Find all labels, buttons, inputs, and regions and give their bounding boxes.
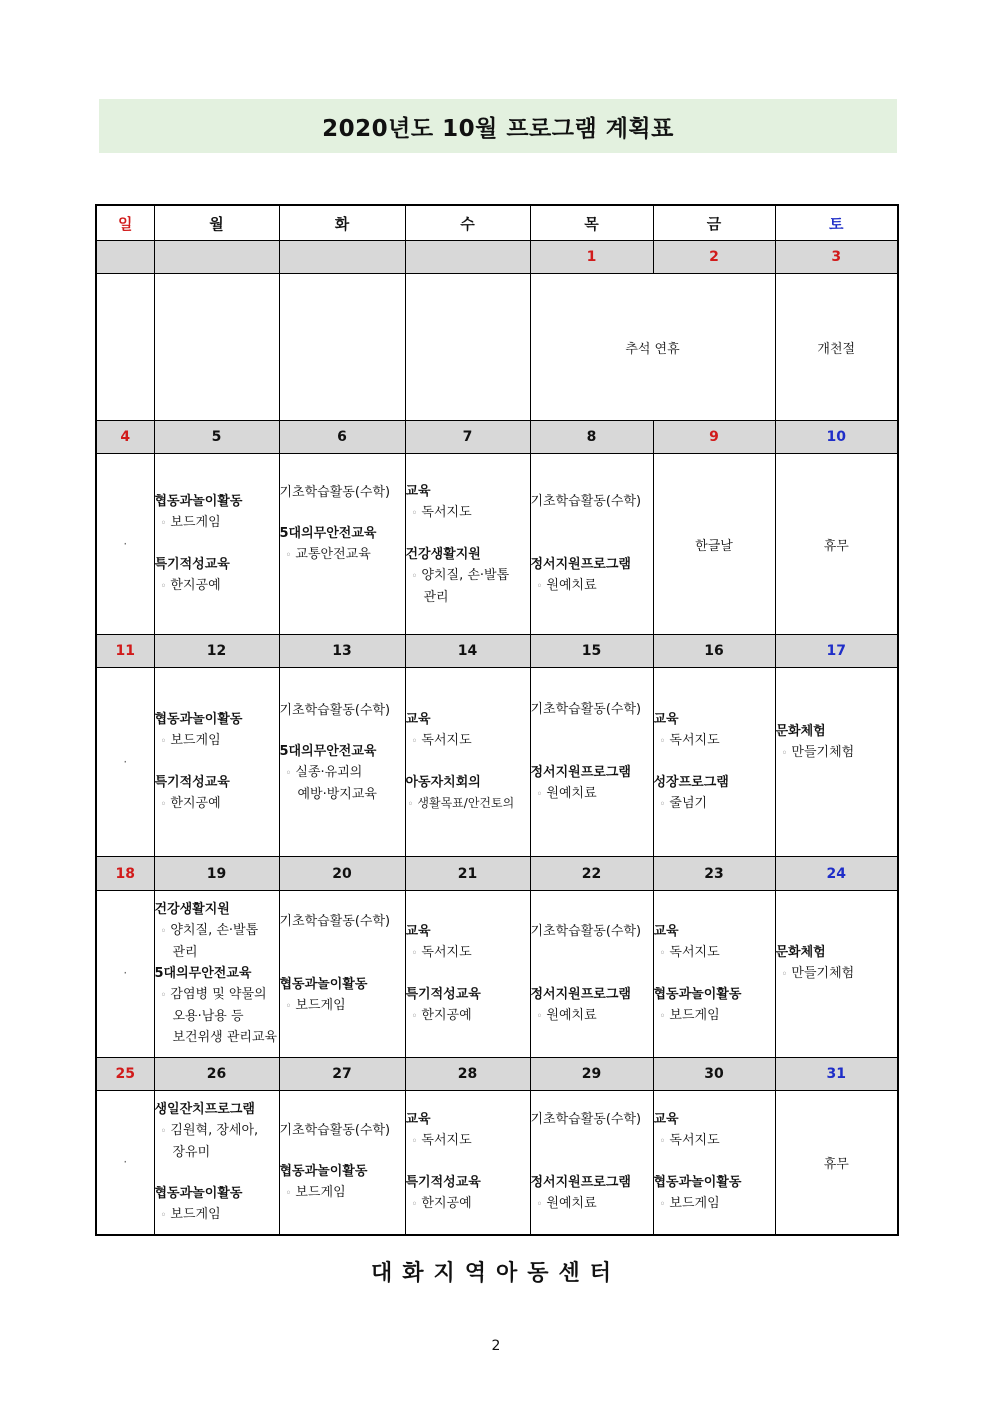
date-cell: 12 [154,635,279,668]
program-plain: 기초학습활동(수학) [279,702,391,718]
program-category: 교육 [653,923,679,939]
weekday-header-row [96,205,898,241]
program-category: 협동과놀이활동 [279,976,368,992]
event-cell-sun [96,454,154,635]
program-category: 협동과놀이활동 [279,1164,368,1180]
event-row-week5 [96,1090,898,1235]
page-title-text: 2020년도 10월 프로그램 계획표 [322,115,674,142]
event-row-week1 [96,274,898,421]
program-item: ◦ 감염병 및 약물의 오용·남용 등 보건위생 관리교육 [160,987,278,1046]
date-row-week1 [96,241,898,274]
event-cell-mon [154,1090,279,1235]
event-cell-fri [653,890,775,1057]
program-item: ◦ 독서지도 [659,944,720,960]
date-cell: 14 [405,635,530,668]
event-cell-sun [96,890,154,1057]
event-cell-tue [279,454,405,635]
date-cell: 6 [279,421,405,454]
holiday-label: 추석 연휴 [625,341,680,357]
date-cell: 24 [775,857,898,890]
program-category: 협동과놀이활동 [154,1185,243,1201]
program-item: ◦ 한지공예 [160,578,221,594]
event-cell-thu [530,1090,653,1235]
program-category: 교육 [405,1112,431,1128]
program-item: ◦ 생활목표/안건토의 [407,796,515,811]
calendar-table [95,204,899,1236]
page-number: 2 [491,1338,501,1354]
event-cell-mon [154,274,279,421]
weekday-mon: 월 [154,205,279,241]
date-cell: 3 [775,241,898,274]
program-category: 성장프로그램 [653,775,729,791]
event-cell-tue [279,274,405,421]
program-item: ◦ 한지공예 [411,1007,472,1023]
program-category: 문화체험 [775,723,826,739]
program-plain: 기초학습활동(수학) [530,702,642,718]
event-cell-sat [775,668,898,857]
date-row-week4 [96,857,898,890]
program-item: ◦ 보드게임 [160,515,221,531]
event-cell-thu [530,454,653,635]
event-cell-wed [405,668,530,857]
date-cell: 27 [279,1057,405,1090]
event-cell-sat [775,1090,898,1235]
event-cell-fri [653,454,775,635]
weekday-sun: 일 [96,205,154,241]
event-cell-thu [530,668,653,857]
program-category: 생일잔치프로그램 [154,1101,255,1117]
program-category: 정서지원프로그램 [530,765,631,781]
weekday-tue: 화 [279,205,405,241]
program-item: ◦ 독서지도 [411,504,472,520]
event-row-week3 [96,668,898,857]
program-item: ◦ 보드게임 [659,1196,720,1212]
program-item: ◦ 양치질, 손·발톱 관리 [160,923,259,961]
program-category: 5대의무안전교육 [279,526,377,542]
date-cell: 11 [96,635,154,668]
program-category: 특기적성교육 [405,1175,481,1191]
event-cell-tue [279,1090,405,1235]
program-category: 정서지원프로그램 [530,557,631,573]
program-category: 5대의무안전교육 [279,743,377,759]
program-category: 교육 [653,1112,679,1128]
program-item: ◦ 교통안전교육 [285,547,371,563]
date-cell: 9 [653,421,775,454]
date-cell: 15 [530,635,653,668]
page-title [99,99,897,153]
program-plain: 기초학습활동(수학) [530,923,642,939]
empty-marker: · [123,754,128,769]
program-category: 정서지원프로그램 [530,986,631,1002]
program-item: ◦ 보드게임 [285,997,346,1013]
event-cell-sun [96,668,154,857]
event-cell-fri [653,668,775,857]
date-cell: 29 [530,1057,653,1090]
program-plain: 기초학습활동(수학) [530,1112,642,1128]
event-cell-tue [279,890,405,1057]
date-row-week5 [96,1057,898,1090]
date-cell: 1 [530,241,653,274]
event-cell-sun [96,1090,154,1235]
weekday-sat: 토 [775,205,898,241]
date-row-week3 [96,635,898,668]
date-cell: 17 [775,635,898,668]
event-cell-mon [154,890,279,1057]
program-item: ◦ 원예치료 [536,786,597,802]
program-item: ◦ 한지공예 [411,1196,472,1212]
date-cell: 28 [405,1057,530,1090]
event-cell-sat [775,454,898,635]
date-cell: 2 [653,241,775,274]
closed-label: 휴무 [823,1156,849,1172]
program-item: ◦ 원예치료 [536,1196,597,1212]
program-category: 교육 [405,483,431,499]
program-item: ◦ 보드게임 [285,1185,346,1201]
date-cell: 16 [653,635,775,668]
event-cell-mon [154,454,279,635]
holiday-label: 개천절 [817,341,856,357]
date-cell: 10 [775,421,898,454]
program-item: ◦ 보드게임 [160,733,221,749]
program-plain: 기초학습활동(수학) [279,485,391,501]
date-cell [279,241,405,274]
program-category: 협동과놀이활동 [653,986,742,1002]
event-row-week4 [96,890,898,1057]
weekday-wed: 수 [405,205,530,241]
weekday-thu: 목 [530,205,653,241]
date-cell: 8 [530,421,653,454]
date-cell [154,241,279,274]
program-item: ◦ 독서지도 [659,733,720,749]
program-category: 교육 [405,923,431,939]
program-category: 건강생활지원 [154,902,230,918]
center-name: 대화지역아동센터 [370,1261,622,1286]
event-cell-sat [775,274,898,421]
empty-marker: · [123,536,128,551]
program-category: 교육 [653,712,679,728]
date-cell: 13 [279,635,405,668]
empty-marker: · [123,1154,128,1169]
program-category: 협동과놀이활동 [154,712,243,728]
program-category: 특기적성교육 [154,557,230,573]
date-cell: 21 [405,857,530,890]
date-cell: 18 [96,857,154,890]
holiday-label: 한글날 [695,538,733,554]
program-category: 5대의무안전교육 [154,966,252,982]
program-item: ◦ 독서지도 [659,1133,720,1149]
event-cell-mon [154,668,279,857]
date-cell: 7 [405,421,530,454]
program-item: ◦ 한지공예 [160,796,221,812]
date-cell [96,241,154,274]
date-cell: 30 [653,1057,775,1090]
program-item: ◦ 독서지도 [411,1133,472,1149]
date-cell: 23 [653,857,775,890]
program-item: ◦ 만들기체험 [781,744,855,760]
program-item: ◦ 원예치료 [536,578,597,594]
program-plain: 기초학습활동(수학) [279,1123,391,1139]
date-row-week2 [96,421,898,454]
program-category: 협동과놀이활동 [653,1175,742,1191]
program-item: ◦ 독서지도 [411,944,472,960]
program-item: ◦ 줄넘기 [659,796,708,812]
program-item: ◦ 보드게임 [659,1007,720,1023]
event-cell-sat [775,890,898,1057]
date-cell: 25 [96,1057,154,1090]
weekday-fri: 금 [653,205,775,241]
date-cell: 4 [96,421,154,454]
closed-label: 휴무 [823,538,849,554]
date-cell: 5 [154,421,279,454]
program-item: ◦ 원예치료 [536,1007,597,1023]
event-cell-tue [279,668,405,857]
date-cell: 31 [775,1057,898,1090]
event-cell-holiday [530,274,775,421]
program-item: ◦ 실종·유괴의 예방·방지교육 [285,764,377,802]
program-category: 건강생활지원 [405,546,481,562]
program-category: 특기적성교육 [405,986,481,1002]
program-category: 협동과놀이활동 [154,494,243,510]
program-category: 문화체험 [775,945,826,961]
date-cell [405,241,530,274]
event-cell-wed [405,890,530,1057]
program-category: 정서지원프로그램 [530,1175,631,1191]
event-cell-sun [96,274,154,421]
event-cell-wed [405,1090,530,1235]
event-cell-wed [405,454,530,635]
program-item: ◦ 만들기체험 [781,966,855,982]
date-cell: 26 [154,1057,279,1090]
event-row-week2 [96,454,898,635]
event-cell-wed [405,274,530,421]
program-item: ◦ 보드게임 [160,1206,221,1222]
event-cell-thu [530,890,653,1057]
program-category: 특기적성교육 [154,775,230,791]
program-plain: 기초학습활동(수학) [279,913,391,929]
program-item: ◦ 김원혁, 장세아, 장유미 [160,1122,259,1160]
program-plain: 기초학습활동(수학) [530,494,642,510]
date-cell: 22 [530,857,653,890]
program-item: ◦ 독서지도 [411,733,472,749]
program-category: 교육 [405,712,431,728]
empty-marker: · [123,966,128,981]
event-cell-fri [653,1090,775,1235]
program-category: 아동자치회의 [405,775,481,791]
date-cell: 20 [279,857,405,890]
program-item: ◦ 양치질, 손·발톱 관리 [411,567,510,605]
date-cell: 19 [154,857,279,890]
